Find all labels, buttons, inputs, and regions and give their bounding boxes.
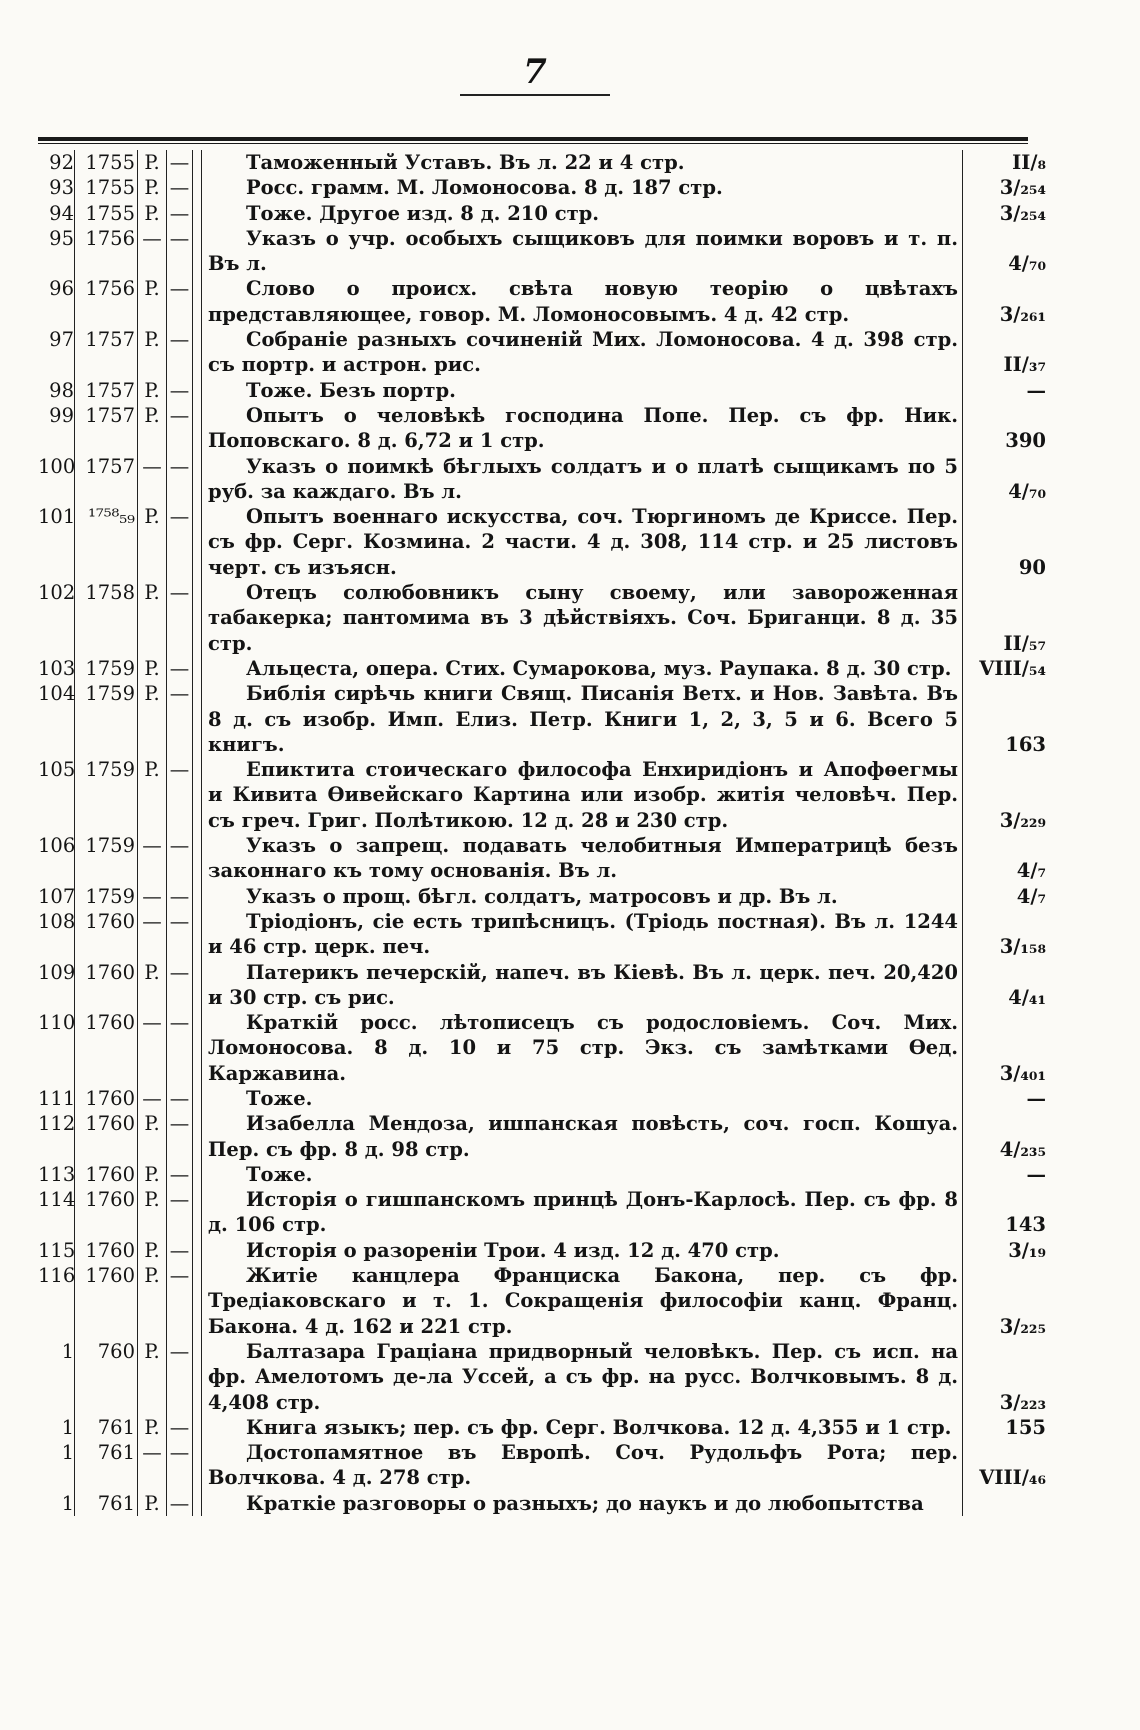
entry-title: Краткій росс. лѣтописецъ съ родословіемъ. Соч. Мих. Ломоносова. 8 д. 10 и 75 стр. Экз. съ замѣтками Ѳед. Каржавина. (202, 1010, 963, 1086)
entry-language: P. (138, 1491, 167, 1516)
entry-year: 1756 (75, 276, 138, 327)
entry-mark: — (167, 757, 193, 833)
entry-language: P. (138, 504, 167, 580)
catalog-entry (38, 884, 1046, 909)
entry-title: Исторія о разореніи Трои. 4 изд. 12 д. 470 стр. (202, 1238, 963, 1263)
entry-mark: — (167, 1086, 193, 1111)
entry-mark: — (167, 1111, 193, 1162)
entry-price: 3/₂₆₁ (963, 276, 1047, 327)
entry-title: Таможенный Уставъ. Въ л. 22 и 4 стр. (202, 150, 963, 175)
entry-price: 163 (963, 681, 1047, 757)
catalog-entry (38, 1187, 1046, 1238)
entry-number: 92 (49, 151, 74, 174)
entry-title: Епиктита стоическаго философа Енхиридіонъ и Апофѳегмы и Кивита Ѳивейскаго Картина или изобр. житія человѣч. Пер. съ греч. Григ. Полѣтикою. 12 д. 28 и 230 стр. (202, 757, 963, 833)
entry-title: Житіе канцлера Франциска Бакона, пер. съ фр. Тредіаковскаго и т. 1. Сокращенія философіи канц. Франц. Бакона. 4 д. 162 и 221 стр. (202, 1263, 963, 1339)
entry-number: 1 (61, 1441, 74, 1465)
entry-title: Краткіе разговоры о разныхъ; до наукъ и до любопытства (202, 1491, 963, 1516)
entry-mark: — (167, 150, 193, 175)
entry-number: 105 (38, 758, 76, 782)
header-rule (38, 137, 1028, 141)
entry-number: 100 (38, 454, 76, 478)
entry-year: 1756 (75, 226, 138, 277)
entry-spacer (193, 454, 202, 505)
entry-mark: — (167, 201, 193, 226)
catalog-entry (38, 1263, 1046, 1339)
entry-title: Патерикъ печерскій, напеч. въ Кіевѣ. Въ л. церк. печ. 20,420 и 30 стр. съ рис. (202, 960, 963, 1011)
catalog-entry (38, 833, 1046, 884)
entry-year: 1755 (75, 201, 138, 226)
entry-year: 1757 (75, 378, 138, 403)
catalog-entry (38, 909, 1046, 960)
entry-title: Опытъ о человѣкѣ господина Попе. Пер. съ фр. Ник. Поповскаго. 8 д. 6,72 и 1 стр. (202, 403, 963, 454)
entry-spacer (193, 1111, 202, 1162)
entry-spacer (193, 226, 202, 277)
catalog-entry (38, 276, 1046, 327)
entry-mark: — (167, 327, 193, 378)
entry-title: Тоже. (202, 1086, 963, 1111)
entry-title: Росс. грамм. М. Ломоносова. 8 д. 187 стр. (202, 175, 963, 200)
entry-price: 4/₇₀ (963, 226, 1047, 277)
entry-price: 4/₇ (963, 833, 1047, 884)
entry-mark: — (167, 833, 193, 884)
entry-price: 3/₁₉ (963, 1238, 1047, 1263)
entry-title: Тріодіонъ, сіе есть трипѣсницъ. (Тріодь постная). Въ л. 1244 и 46 стр. церк. печ. (202, 909, 963, 960)
entry-language: — (138, 833, 167, 884)
entry-title: Тоже. Безъ портр. (202, 378, 963, 403)
entry-spacer (193, 1491, 202, 1516)
catalog-entry (38, 327, 1046, 378)
entry-number: 109 (38, 960, 76, 984)
entry-mark: — (167, 1415, 193, 1440)
entry-number: 104 (38, 682, 76, 706)
entry-price: II/₃₇ (963, 327, 1047, 378)
entry-language: P. (138, 1111, 167, 1162)
entry-mark: — (167, 681, 193, 757)
entry-year: 1758 (75, 580, 138, 656)
entry-language: P. (138, 201, 167, 226)
entry-year: 1760 (75, 1238, 138, 1263)
entry-language: — (138, 1010, 167, 1086)
entry-language: P. (138, 1415, 167, 1440)
catalog-entry (38, 1339, 1046, 1415)
catalog-entry (38, 1086, 1046, 1111)
entry-number: 101 (38, 505, 76, 529)
entry-spacer (193, 681, 202, 757)
entry-year: 1759 (75, 884, 138, 909)
entry-title: Указъ о запрещ. подавать челобитныя Императрицѣ безъ законнаго къ тому основанія. Въ л. (202, 833, 963, 884)
entry-title: Указъ о учр. особыхъ сыщиковъ для поимки воровъ и т. п. Въ л. (202, 226, 963, 277)
entry-year: 761 (75, 1415, 138, 1440)
entry-spacer (193, 656, 202, 681)
entry-number: 102 (38, 581, 76, 605)
entry-mark: — (167, 1440, 193, 1491)
entry-spacer (193, 276, 202, 327)
catalog-entry (38, 681, 1046, 757)
entry-spacer (193, 909, 202, 960)
entry-year: 1760 (75, 1162, 138, 1187)
entry-title: Слово о происх. свѣта новую теорію о цвѣтахъ представляющее, говор. М. Ломоносовымъ. 4 д. 42 стр. (202, 276, 963, 327)
entry-language: P. (138, 378, 167, 403)
entry-year: 1760 (75, 1187, 138, 1238)
entry-language: — (138, 884, 167, 909)
entry-language: P. (138, 1339, 167, 1415)
entry-mark: — (167, 1263, 193, 1339)
entry-number: 95 (49, 226, 74, 250)
entry-language: P. (138, 175, 167, 200)
entry-number: 98 (49, 378, 74, 402)
entry-number: 1 (61, 1415, 74, 1439)
entry-price: 3/₂₅₄ (963, 201, 1047, 226)
entry-spacer (193, 150, 202, 175)
entry-year: 1755 (75, 150, 138, 175)
entry-year: 1760 (75, 1086, 138, 1111)
entry-number: 110 (38, 1011, 76, 1035)
entry-price: 3/₄₀₁ (963, 1010, 1047, 1086)
catalog-entry (38, 656, 1046, 681)
entry-spacer (193, 1440, 202, 1491)
entry-price: 390 (963, 403, 1047, 454)
entry-year: 1760 (75, 909, 138, 960)
entry-mark: — (167, 378, 193, 403)
entry-year: 1760 (75, 1263, 138, 1339)
entry-price: 90 (963, 504, 1047, 580)
entry-mark: — (167, 504, 193, 580)
entry-mark: — (167, 1010, 193, 1086)
entry-number: 114 (38, 1188, 76, 1212)
entry-mark: — (167, 1491, 193, 1516)
entry-language: — (138, 1440, 167, 1491)
entry-number: 115 (38, 1238, 76, 1262)
entry-spacer (193, 757, 202, 833)
catalog-entry (38, 226, 1046, 277)
catalog-entry (38, 175, 1046, 200)
entry-year: 1755 (75, 175, 138, 200)
entry-language: P. (138, 580, 167, 656)
entry-price: — (963, 1086, 1047, 1111)
catalog-entry (38, 403, 1046, 454)
entry-year: 1757 (75, 403, 138, 454)
entry-number: 103 (38, 656, 76, 680)
entry-number: 97 (49, 328, 74, 352)
entry-year: 760 (75, 1339, 138, 1415)
entry-spacer (193, 1238, 202, 1263)
catalog-entry (38, 378, 1046, 403)
catalog-entry (38, 150, 1046, 175)
entry-spacer (193, 504, 202, 580)
entry-title: Достопамятное въ Европѣ. Соч. Рудольфъ Рота; пер. Волчкова. 4 д. 278 стр. (202, 1440, 963, 1491)
entry-title: Балтазара Граціана придворный человѣкъ. Пер. съ исп. на фр. Амелотомъ де-ла Уссей, а съ фр. на русс. Волчковымъ. 8 д. 4,408 стр. (202, 1339, 963, 1415)
entry-number: 106 (38, 834, 76, 858)
entry-spacer (193, 1415, 202, 1440)
entry-mark: — (167, 884, 193, 909)
header-rule-thin (38, 143, 1028, 144)
entry-mark: — (167, 656, 193, 681)
entry-mark: — (167, 276, 193, 327)
entry-mark: — (167, 454, 193, 505)
entry-title: Книга языкъ; пер. съ фр. Серг. Волчкова. 12 д. 4,355 и 1 стр. (202, 1415, 963, 1440)
entry-language: P. (138, 1162, 167, 1187)
entry-mark: — (167, 1162, 193, 1187)
entry-year: 1760 (75, 960, 138, 1011)
entry-title: Библія сирѣчь книги Свящ. Писанія Ветх. и Нов. Завѣта. Въ 8 д. съ изобр. Имп. Елиз. Петр. Книги 1, 2, 3, 5 и 6. Всего 5 книгъ. (202, 681, 963, 757)
catalog-entry (38, 1162, 1046, 1187)
entry-mark: — (167, 226, 193, 277)
entry-price: — (963, 1162, 1047, 1187)
catalog-entry (38, 1238, 1046, 1263)
entry-price: 3/₂₂₅ (963, 1263, 1047, 1339)
entry-language: — (138, 454, 167, 505)
entry-price: II/₈ (963, 150, 1047, 175)
entry-price: 4/₂₃₅ (963, 1111, 1047, 1162)
entry-year: 1759 (75, 656, 138, 681)
entry-title: Изабелла Мендоза, ишпанская повѣсть, соч. госп. Кошуа. Пер. съ фр. 8 д. 98 стр. (202, 1111, 963, 1162)
entry-spacer (193, 403, 202, 454)
catalog-entry (38, 1440, 1046, 1491)
entry-spacer (193, 1187, 202, 1238)
catalog-entry (38, 1491, 1046, 1516)
entry-year: 1760 (75, 1111, 138, 1162)
catalog-entry (38, 1415, 1046, 1440)
entry-number: 108 (38, 909, 76, 933)
entry-price: 143 (963, 1187, 1047, 1238)
entry-number: 107 (38, 884, 76, 908)
entry-title: Альцеста, опера. Стих. Сумарокова, муз. Раупака. 8 д. 30 стр. (202, 656, 963, 681)
entry-price: — (963, 378, 1047, 403)
entry-title: Отецъ солюбовникъ сыну своему, или завороженная табакерка; пантомима въ 3 дѣйствіяхъ. Соч. Бриганци. 8 д. 35 стр. (202, 580, 963, 656)
entry-mark: — (167, 175, 193, 200)
entry-number: 112 (38, 1112, 76, 1136)
entry-spacer (193, 1086, 202, 1111)
entry-language: P. (138, 757, 167, 833)
entry-language: P. (138, 1187, 167, 1238)
page-number: 7 (460, 52, 610, 96)
catalog-entry (38, 1111, 1046, 1162)
entry-year: 761 (75, 1440, 138, 1491)
entry-title: Опытъ военнаго искусства, соч. Тюргиномъ де Криссе. Пер. съ фр. Серг. Козмина. 2 части. 4 д. 308, 114 стр. и 25 листовъ черт. съ изъясн. (202, 504, 963, 580)
entry-year: 1759 (75, 681, 138, 757)
entry-mark: — (167, 403, 193, 454)
entry-price: 4/₄₁ (963, 960, 1047, 1011)
catalog-entry (38, 454, 1046, 505)
entry-spacer (193, 884, 202, 909)
entry-spacer (193, 1162, 202, 1187)
entry-price: 3/₁₅₈ (963, 909, 1047, 960)
entry-price: 3/₂₅₄ (963, 175, 1047, 200)
entry-mark: — (167, 1238, 193, 1263)
entry-number: 99 (49, 403, 74, 427)
entry-price: II/₅₇ (963, 580, 1047, 656)
entry-year: ¹⁷⁵⁸₅₉ (75, 504, 138, 580)
entry-mark: — (167, 1339, 193, 1415)
entry-language: P. (138, 1238, 167, 1263)
entry-language: — (138, 226, 167, 277)
entry-language: P. (138, 681, 167, 757)
entry-title: Указъ о прощ. бѣгл. солдатъ, матросовъ и др. Въ л. (202, 884, 963, 909)
entry-spacer (193, 327, 202, 378)
catalog-entry (38, 960, 1046, 1011)
entry-spacer (193, 175, 202, 200)
entry-number: 94 (49, 201, 74, 225)
catalog-entry (38, 1010, 1046, 1086)
catalog-entry (38, 580, 1046, 656)
entry-price: VIII/₄₆ (963, 1440, 1047, 1491)
entry-price: 3/₂₂₉ (963, 757, 1047, 833)
entry-price: 4/₇ (963, 884, 1047, 909)
entry-title: Тоже. (202, 1162, 963, 1187)
entry-number: 111 (38, 1086, 76, 1110)
entry-spacer (193, 833, 202, 884)
entry-spacer (193, 580, 202, 656)
entry-title: Исторія о гишпанскомъ принцѣ Донъ-Карлосѣ. Пер. съ фр. 8 д. 106 стр. (202, 1187, 963, 1238)
catalog-entry (38, 201, 1046, 226)
entry-spacer (193, 201, 202, 226)
entry-title: Собраніе разныхъ сочиненій Мих. Ломоносова. 4 д. 398 стр. съ портр. и астрон. рис. (202, 327, 963, 378)
entry-mark: — (167, 960, 193, 1011)
entry-number: 116 (38, 1264, 76, 1288)
entry-year: 761 (75, 1491, 138, 1516)
entry-number: 96 (49, 277, 74, 301)
entry-price: VIII/₅₄ (963, 656, 1047, 681)
entry-mark: — (167, 1187, 193, 1238)
entry-number: 1 (61, 1339, 74, 1363)
entry-language: P. (138, 327, 167, 378)
entry-language: P. (138, 960, 167, 1011)
catalog-entry (38, 504, 1046, 580)
catalog-table (38, 150, 1046, 1516)
entry-spacer (193, 1263, 202, 1339)
entry-year: 1760 (75, 1010, 138, 1086)
entry-language: P. (138, 1263, 167, 1339)
entry-language: P. (138, 150, 167, 175)
entry-title: Указъ о поимкѣ бѣглыхъ солдатъ и о платѣ сыщикамъ по 5 руб. за каждаго. Въ л. (202, 454, 963, 505)
entry-language: P. (138, 656, 167, 681)
entry-year: 1759 (75, 757, 138, 833)
entry-language: P. (138, 403, 167, 454)
entry-year: 1757 (75, 327, 138, 378)
entry-spacer (193, 1010, 202, 1086)
entry-price (963, 1491, 1047, 1516)
entry-language: P. (138, 276, 167, 327)
entry-price: 155 (963, 1415, 1047, 1440)
entry-year: 1757 (75, 454, 138, 505)
entry-price: 4/₇₀ (963, 454, 1047, 505)
entry-year: 1759 (75, 833, 138, 884)
entry-spacer (193, 960, 202, 1011)
entry-mark: — (167, 580, 193, 656)
entry-price: 3/₂₂₃ (963, 1339, 1047, 1415)
entry-number: 93 (49, 176, 74, 200)
entry-language: — (138, 909, 167, 960)
catalog-entry (38, 757, 1046, 833)
entry-spacer (193, 1339, 202, 1415)
entry-number: 1 (61, 1491, 74, 1515)
entry-mark: — (167, 909, 193, 960)
entry-title: Тоже. Другое изд. 8 д. 210 стр. (202, 201, 963, 226)
entry-number: 113 (38, 1162, 76, 1186)
entry-spacer (193, 378, 202, 403)
entry-language: — (138, 1086, 167, 1111)
